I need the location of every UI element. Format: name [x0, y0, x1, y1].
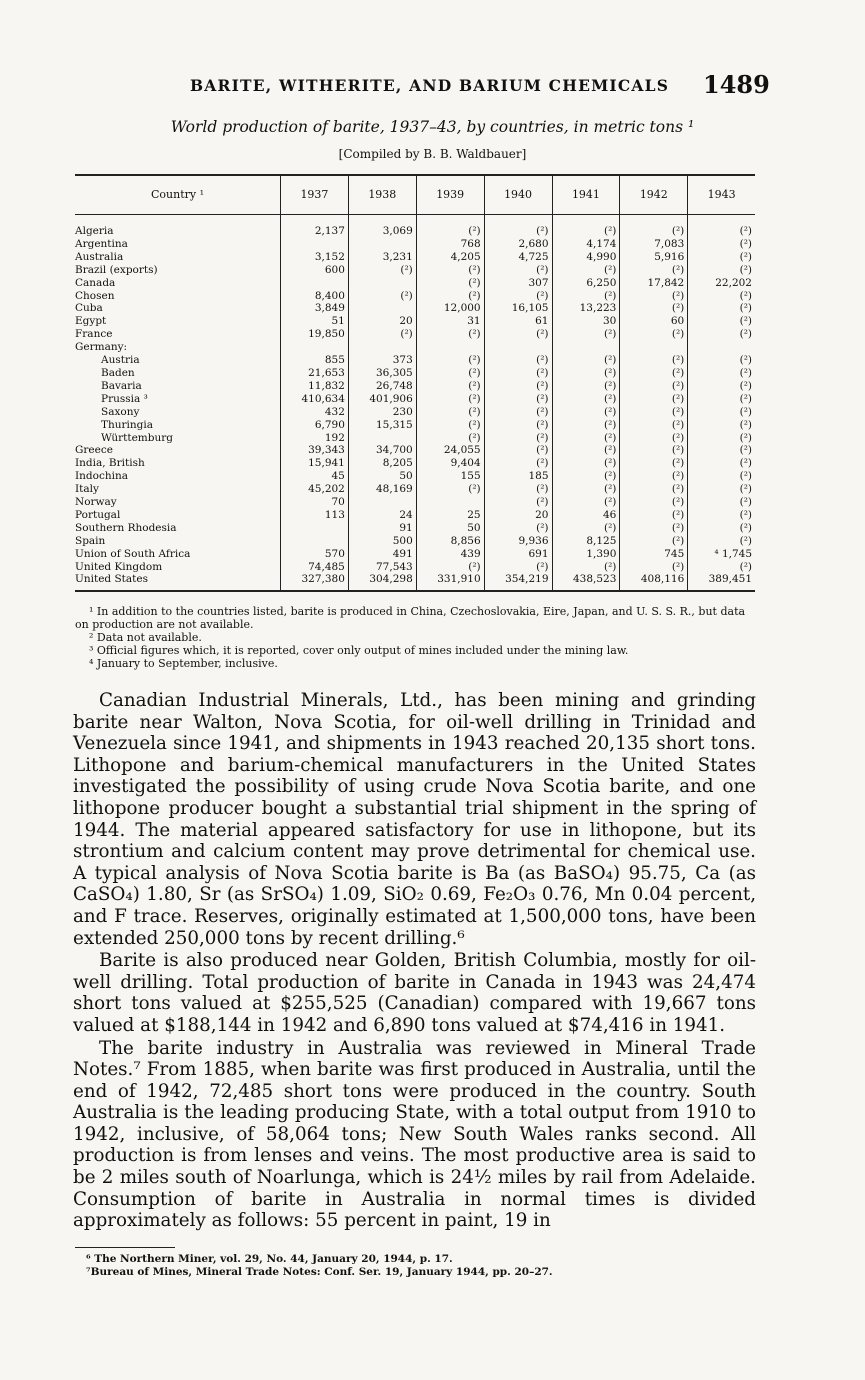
value-cell: 438,523: [552, 573, 620, 591]
table-row: [75, 315, 755, 328]
column-header: 1937: [281, 175, 349, 215]
value-cell: (²): [484, 393, 552, 406]
value-cell: (²): [484, 522, 552, 535]
table-title: World production of barite, 1937–43, by countries, in metric tons ¹: [170, 118, 695, 136]
table-row: [75, 509, 755, 522]
value-cell: (²): [552, 483, 620, 496]
value-cell: 3,152: [281, 251, 349, 264]
value-cell: 2,680: [484, 238, 552, 251]
column-header: 1943: [688, 175, 755, 215]
value-cell: 12,000: [416, 302, 484, 315]
value-cell: 600: [281, 264, 349, 277]
value-cell: (²): [688, 509, 755, 522]
value-cell: 70: [281, 496, 349, 509]
table-row: [75, 380, 755, 393]
value-cell: 3,231: [348, 251, 416, 264]
value-cell: 331,910: [416, 573, 484, 591]
value-cell: (²): [688, 535, 755, 548]
table-row: [75, 277, 755, 290]
column-header: 1942: [620, 175, 688, 215]
value-cell: 39,343: [281, 444, 349, 457]
production-table: [75, 174, 755, 592]
table-row: [75, 444, 755, 457]
value-cell: (²): [484, 290, 552, 303]
value-cell: (²): [416, 483, 484, 496]
value-cell: (²): [620, 264, 688, 277]
value-cell: 8,400: [281, 290, 349, 303]
value-cell: (²): [620, 535, 688, 548]
value-cell: (²): [484, 380, 552, 393]
value-cell: (²): [620, 290, 688, 303]
value-cell: (²): [620, 302, 688, 315]
value-cell: 768: [416, 238, 484, 251]
value-cell: (²): [620, 470, 688, 483]
value-cell: (²): [484, 561, 552, 574]
table-row: [75, 264, 755, 277]
value-cell: 50: [348, 470, 416, 483]
value-cell: (²): [552, 264, 620, 277]
footnote-divider: [75, 1247, 175, 1248]
value-cell: (²): [620, 561, 688, 574]
country-cell: Austria: [101, 354, 140, 367]
table-row: [75, 238, 755, 251]
country-cell: Spain: [75, 534, 106, 547]
value-cell: 439: [416, 548, 484, 561]
value-cell: (²): [552, 380, 620, 393]
value-cell: 691: [484, 548, 552, 561]
value-cell: [416, 496, 484, 509]
value-cell: (²): [688, 496, 755, 509]
value-cell: 74,485: [281, 561, 349, 574]
value-cell: (²): [688, 264, 755, 277]
table-row: [75, 548, 755, 561]
value-cell: (²): [552, 457, 620, 470]
country-cell: Greece: [75, 444, 113, 457]
value-cell: (²): [552, 290, 620, 303]
table-row: [75, 225, 755, 238]
value-cell: (²): [484, 354, 552, 367]
value-cell: [552, 341, 620, 354]
value-cell: (²): [348, 328, 416, 341]
value-cell: (²): [552, 432, 620, 445]
value-cell: (²): [688, 470, 755, 483]
value-cell: 24: [348, 509, 416, 522]
value-cell: (²): [416, 328, 484, 341]
table-row: [75, 457, 755, 470]
table-row: [75, 483, 755, 496]
value-cell: 34,700: [348, 444, 416, 457]
column-header: 1940: [484, 175, 552, 215]
value-cell: (²): [416, 393, 484, 406]
value-cell: (²): [552, 225, 620, 238]
value-cell: 8,856: [416, 535, 484, 548]
value-cell: (²): [484, 225, 552, 238]
value-cell: 1,390: [552, 548, 620, 561]
table-row: [75, 393, 755, 406]
value-cell: 304,298: [348, 573, 416, 591]
value-cell: (²): [620, 419, 688, 432]
value-cell: 155: [416, 470, 484, 483]
value-cell: (²): [484, 432, 552, 445]
country-cell: Southern Rhodesia: [75, 521, 177, 534]
value-cell: [620, 341, 688, 354]
value-cell: (²): [620, 354, 688, 367]
value-cell: 8,125: [552, 535, 620, 548]
country-cell: Egypt: [75, 315, 107, 328]
value-cell: 31: [416, 315, 484, 328]
value-cell: 25: [416, 509, 484, 522]
value-cell: (²): [416, 277, 484, 290]
column-header: 1941: [552, 175, 620, 215]
value-cell: (²): [688, 290, 755, 303]
table-row: [75, 290, 755, 303]
country-cell: Indochina: [75, 470, 128, 483]
country-cell: France: [75, 328, 113, 341]
value-cell: [348, 302, 416, 315]
value-cell: (²): [688, 315, 755, 328]
value-cell: [688, 341, 755, 354]
country-cell: India, British: [75, 457, 145, 470]
body-text: [73, 690, 756, 1233]
value-cell: [281, 238, 349, 251]
value-cell: 373: [348, 354, 416, 367]
value-cell: (²): [620, 380, 688, 393]
value-cell: (²): [688, 302, 755, 315]
value-cell: (²): [552, 444, 620, 457]
value-cell: (²): [552, 328, 620, 341]
table-row: [75, 535, 755, 548]
country-cell: Italy: [75, 483, 99, 496]
table-compiler: [Compiled by B. B. Waldbauer]: [338, 147, 527, 161]
value-cell: 21,653: [281, 367, 349, 380]
value-cell: 185: [484, 470, 552, 483]
value-cell: 51: [281, 315, 349, 328]
value-cell: 15,941: [281, 457, 349, 470]
value-cell: (²): [688, 393, 755, 406]
table-row: [75, 470, 755, 483]
value-cell: (²): [552, 561, 620, 574]
value-cell: (²): [620, 522, 688, 535]
value-cell: 354,219: [484, 573, 552, 591]
body-paragraph: Barite is also produced near Golden, British Columbia, mostly for oil-well drilling. Total production of barite in Canada in 1943 was 24,474 short tons valued at $255,525 (Canadian) compared with 19,667 tons valued at $188,144 in 1942 and 6,890 tons valued at $74,416 in 1941.: [73, 950, 756, 1036]
value-cell: [348, 277, 416, 290]
country-cell: Cuba: [75, 302, 103, 315]
table-row: [75, 341, 755, 354]
value-cell: 45,202: [281, 483, 349, 496]
value-cell: 230: [348, 406, 416, 419]
value-cell: (²): [484, 367, 552, 380]
table-row: [75, 354, 755, 367]
value-cell: 192: [281, 432, 349, 445]
value-cell: 113: [281, 509, 349, 522]
running-header: [0, 70, 865, 100]
value-cell: ⁴ 1,745: [688, 548, 755, 561]
value-cell: (²): [688, 251, 755, 264]
value-cell: 3,849: [281, 302, 349, 315]
value-cell: 570: [281, 548, 349, 561]
value-cell: (²): [484, 419, 552, 432]
value-cell: (²): [484, 483, 552, 496]
table-row: [75, 328, 755, 341]
value-cell: [281, 522, 349, 535]
value-cell: (²): [620, 225, 688, 238]
value-cell: (²): [620, 444, 688, 457]
value-cell: (²): [688, 380, 755, 393]
value-cell: (²): [688, 225, 755, 238]
table-row: [75, 406, 755, 419]
country-cell: Brazil (exports): [75, 263, 158, 276]
running-title: BARITE, WITHERITE, AND BARIUM CHEMICALS: [190, 76, 670, 95]
value-cell: 9,936: [484, 535, 552, 548]
country-cell: Canada: [75, 276, 116, 289]
value-cell: (²): [620, 483, 688, 496]
value-cell: (²): [416, 561, 484, 574]
production-table-grid: [75, 174, 755, 592]
column-header: 1939: [416, 175, 484, 215]
value-cell: 22,202: [688, 277, 755, 290]
country-cell: Thuringia: [101, 418, 154, 431]
value-cell: (²): [484, 444, 552, 457]
value-cell: (²): [688, 522, 755, 535]
value-cell: (²): [620, 328, 688, 341]
value-cell: (²): [620, 406, 688, 419]
column-header: 1938: [348, 175, 416, 215]
value-cell: 60: [620, 315, 688, 328]
value-cell: 5,916: [620, 251, 688, 264]
value-cell: (²): [620, 496, 688, 509]
value-cell: (²): [484, 496, 552, 509]
value-cell: 20: [348, 315, 416, 328]
value-cell: 7,083: [620, 238, 688, 251]
value-cell: 8,205: [348, 457, 416, 470]
value-cell: 307: [484, 277, 552, 290]
table-row: [75, 573, 755, 591]
value-cell: 91: [348, 522, 416, 535]
value-cell: (²): [416, 380, 484, 393]
value-cell: 745: [620, 548, 688, 561]
value-cell: (²): [620, 432, 688, 445]
value-cell: [281, 277, 349, 290]
table-footnote: ¹ In addition to the countries listed, barite is produced in China, Czechoslovakia, Eire, Japan, and U. S. S. R., but data on production are not available.: [75, 605, 746, 631]
value-cell: (²): [552, 354, 620, 367]
value-cell: (²): [484, 457, 552, 470]
value-cell: 45: [281, 470, 349, 483]
value-cell: (²): [688, 444, 755, 457]
value-cell: (²): [484, 328, 552, 341]
table-footnote: ⁴ January to September, inclusive.: [89, 657, 278, 670]
value-cell: 432: [281, 406, 349, 419]
value-cell: 36,305: [348, 367, 416, 380]
value-cell: 20: [484, 509, 552, 522]
value-cell: 408,116: [620, 573, 688, 591]
value-cell: (²): [552, 406, 620, 419]
value-cell: 11,832: [281, 380, 349, 393]
value-cell: 50: [416, 522, 484, 535]
value-cell: [484, 341, 552, 354]
country-cell: United States: [75, 573, 281, 591]
table-footnotes: [75, 605, 760, 670]
value-cell: (²): [688, 328, 755, 341]
body-paragraph: The barite industry in Australia was reviewed in Mineral Trade Notes.⁷ From 1885, when barite was first produced in Australia, until the end of 1942, 72,485 short tons were produced in the country. South Australia is the leading producing State, with a total output from 1910 to 1942, inclusive, of 58,064 tons; New South Wales ranks second. All production is from lenses and veins. The most productive area is said to be 2 miles south of Noarlunga, which is 24½ miles by rail from Adelaide. Consumption of barite in Australia in normal times is divided approximately as follows: 55 percent in paint, 19 in: [73, 1037, 756, 1232]
value-cell: 9,404: [416, 457, 484, 470]
country-cell: Argentina: [75, 237, 128, 250]
table-row: [75, 367, 755, 380]
body-paragraph: Canadian Industrial Minerals, Ltd., has been mining and grinding barite near Walton, Nova Scotia, for oil-well drilling in Trinidad and Venezuela since 1941, and shipments in 1943 reached 20,135 short tons. Lithopone and barium-chemical manufacturers in the United States investigated the possibility of using crude Nova Scotia barite, and one lithopone producer bought a substantial trial shipment in the spring of 1944. The material appeared satisfactory for use in lithopone, but its strontium and calcium content may prove detrimental for chemical use. A typical analysis of Nova Scotia barite is Ba (as BaSO₄) 95.75, Ca (as CaSO₄) 1.80, Sr (as SrSO₄) 1.09, SiO₂ 0.69, Fe₂O₃ 0.76, Mn 0.04 percent, and F trace. Reserves, originally estimated at 1,500,000 tons, have been extended 250,000 tons by recent drilling.⁶: [73, 690, 756, 949]
value-cell: 15,315: [348, 419, 416, 432]
value-cell: 491: [348, 548, 416, 561]
value-cell: (²): [552, 522, 620, 535]
value-cell: 410,634: [281, 393, 349, 406]
table-footnote: ² Data not available.: [89, 631, 202, 644]
country-cell: Australia: [75, 250, 124, 263]
value-cell: (²): [688, 367, 755, 380]
country-cell: Baden: [101, 366, 135, 379]
value-cell: 17,842: [620, 277, 688, 290]
value-cell: 46: [552, 509, 620, 522]
value-cell: 77,543: [348, 561, 416, 574]
value-cell: 61: [484, 315, 552, 328]
country-cell: Württemburg: [101, 431, 173, 444]
table-row: [75, 561, 755, 574]
value-cell: 855: [281, 354, 349, 367]
value-cell: [348, 238, 416, 251]
value-cell: 4,725: [484, 251, 552, 264]
value-cell: (²): [688, 238, 755, 251]
value-cell: (²): [416, 225, 484, 238]
value-cell: (²): [552, 393, 620, 406]
country-cell: United Kingdom: [75, 560, 163, 573]
value-cell: [281, 341, 349, 354]
value-cell: 4,990: [552, 251, 620, 264]
value-cell: (²): [416, 406, 484, 419]
value-cell: (²): [688, 419, 755, 432]
table-spacer: [75, 215, 755, 226]
country-cell: Prussia ³: [101, 392, 148, 405]
value-cell: 16,105: [484, 302, 552, 315]
value-cell: [348, 341, 416, 354]
value-cell: (²): [552, 470, 620, 483]
table-row: [75, 432, 755, 445]
page-footnote: ⁷Bureau of Mines, Mineral Trade Notes: Conf. Ser. 19, January 1944, pp. 20–27.: [86, 1266, 553, 1278]
value-cell: 4,174: [552, 238, 620, 251]
value-cell: 13,223: [552, 302, 620, 315]
value-cell: 389,451: [688, 573, 755, 591]
table-row: [75, 522, 755, 535]
value-cell: (²): [688, 483, 755, 496]
country-cell: Algeria: [75, 225, 114, 237]
country-cell: Saxony: [101, 405, 140, 418]
value-cell: (²): [484, 264, 552, 277]
table-row: [75, 496, 755, 509]
value-cell: (²): [620, 393, 688, 406]
table-header-row: [75, 175, 755, 215]
value-cell: 24,055: [416, 444, 484, 457]
value-cell: 327,380: [281, 573, 349, 591]
value-cell: 4,205: [416, 251, 484, 264]
value-cell: (²): [688, 406, 755, 419]
value-cell: (²): [688, 457, 755, 470]
page-number: 1489: [703, 70, 770, 99]
value-cell: (²): [416, 354, 484, 367]
country-cell: Portugal: [75, 508, 121, 521]
value-cell: 26,748: [348, 380, 416, 393]
page-footnotes: [86, 1253, 766, 1279]
country-cell: Bavaria: [101, 379, 142, 392]
table-row: [75, 251, 755, 264]
value-cell: (²): [348, 290, 416, 303]
table-row: [75, 419, 755, 432]
value-cell: [348, 432, 416, 445]
value-cell: (²): [348, 264, 416, 277]
value-cell: (²): [620, 457, 688, 470]
value-cell: (²): [416, 367, 484, 380]
country-cell: Germany:: [75, 341, 128, 354]
value-cell: (²): [620, 367, 688, 380]
value-cell: (²): [620, 509, 688, 522]
value-cell: (²): [552, 419, 620, 432]
value-cell: 2,137: [281, 225, 349, 238]
value-cell: (²): [416, 419, 484, 432]
table-footnote: ³ Official figures which, it is reported, cover only output of mines included under the mining law.: [89, 644, 629, 657]
table-body: [75, 215, 755, 592]
value-cell: [281, 535, 349, 548]
value-cell: 19,850: [281, 328, 349, 341]
value-cell: 48,169: [348, 483, 416, 496]
value-cell: (²): [484, 406, 552, 419]
value-cell: (²): [416, 264, 484, 277]
value-cell: 30: [552, 315, 620, 328]
value-cell: 500: [348, 535, 416, 548]
page-footnote: ⁶ The Northern Miner, vol. 29, No. 44, January 20, 1944, p. 17.: [86, 1253, 453, 1265]
country-cell: Chosen: [75, 289, 115, 302]
value-cell: (²): [688, 354, 755, 367]
value-cell: (²): [688, 561, 755, 574]
value-cell: (²): [688, 432, 755, 445]
value-cell: [416, 341, 484, 354]
country-cell: Union of South Africa: [75, 547, 191, 560]
value-cell: [348, 496, 416, 509]
country-cell: Norway: [75, 496, 117, 509]
value-cell: 401,906: [348, 393, 416, 406]
value-cell: (²): [552, 496, 620, 509]
value-cell: (²): [552, 367, 620, 380]
value-cell: (²): [416, 290, 484, 303]
table-row: [75, 302, 755, 315]
column-header: Country ¹: [75, 175, 281, 215]
value-cell: 6,250: [552, 277, 620, 290]
value-cell: 6,790: [281, 419, 349, 432]
value-cell: 3,069: [348, 225, 416, 238]
value-cell: (²): [416, 432, 484, 445]
